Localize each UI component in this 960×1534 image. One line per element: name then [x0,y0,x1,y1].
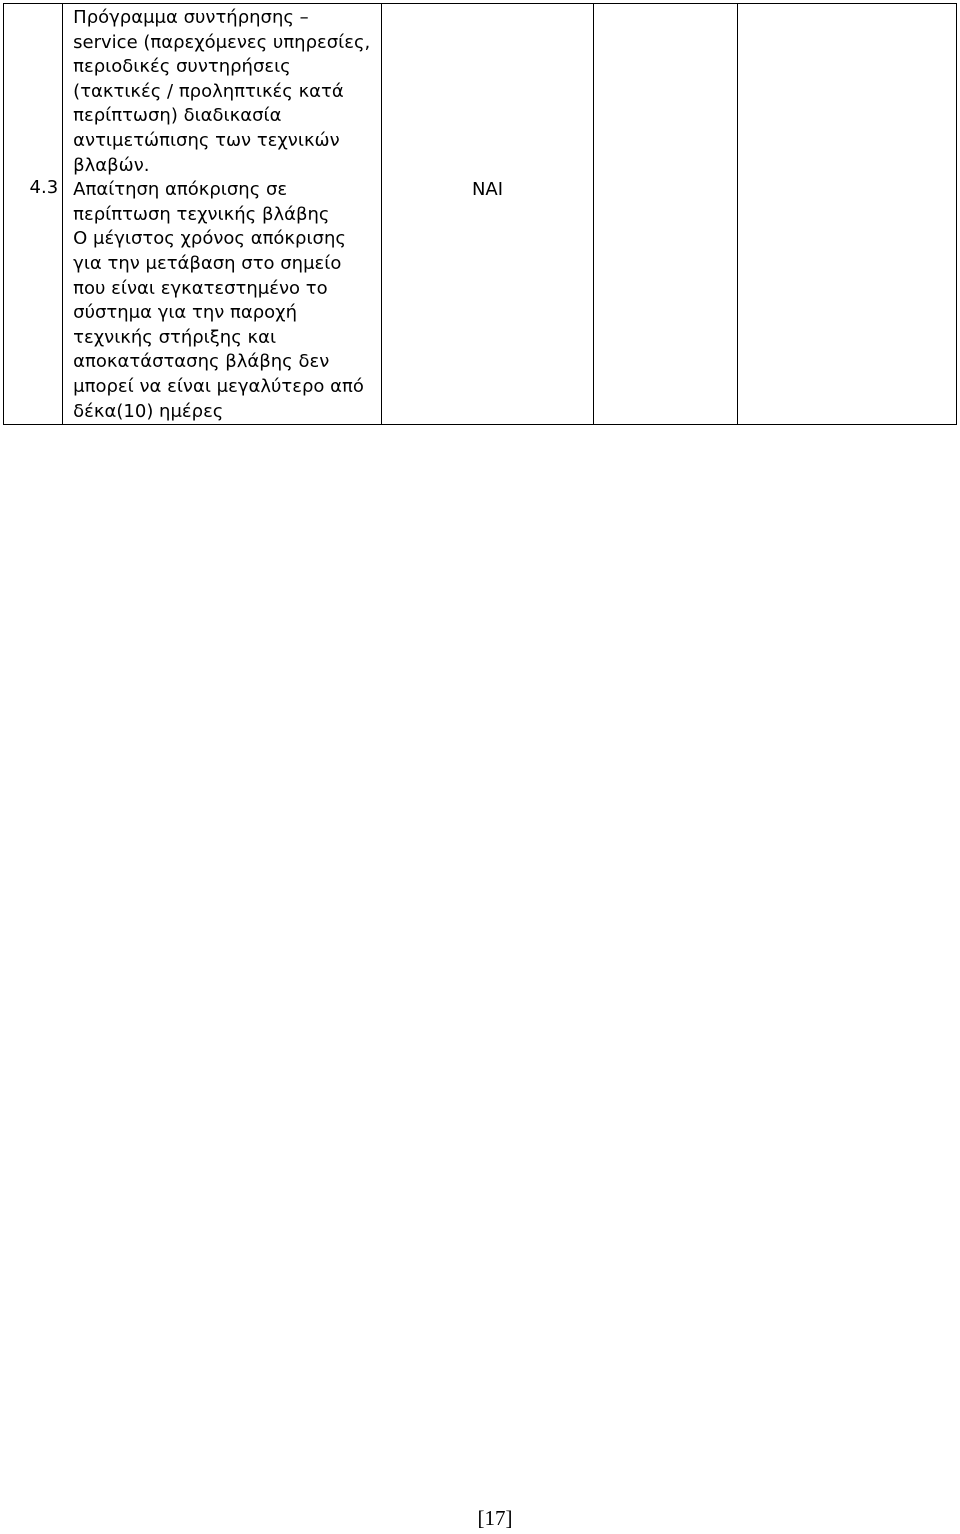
item-description [73,178,377,424]
description-line: περίπτωση) διαδικασία [73,105,282,127]
requirement-answer-cell [382,4,594,425]
description-line: Ο μέγιστος χρόνος απόκρισης [73,228,346,250]
item-number: 4.3 [29,177,59,198]
description-line: αντιμετώπισης των τεχνικών [73,129,340,151]
description-line: Πρόγραμμα συντήρησης – [73,7,309,28]
item-number-cell [4,4,63,425]
description-line: σύστημα για την παροχή [73,302,297,324]
description-line: για την μετάβαση στο σημείο [73,252,342,274]
page-number: [17] [477,1506,513,1530]
description-line: βλαβών. [73,154,150,176]
requirement-answer: ΝΑΙ [471,179,504,200]
description-line: (τακτικές / προληπτικές κατά [73,80,344,102]
reference-cell [738,4,957,425]
description-line: που είναι εγκατεστημένο το [73,277,328,299]
description-line: αποκατάστασης βλάβης δεν [73,351,330,373]
description-line: service (παρεχόμενες υπηρεσίες, [73,31,371,53]
description-line: δέκα(10) ημέρες [73,400,224,422]
item-description-cell [63,4,382,425]
table-row [4,4,957,425]
description-line: μπορεί να είναι μεγαλύτερο από [73,375,364,397]
description-line: περίπτωση τεχνικής βλάβης [73,203,330,225]
description-line: περιοδικές συντηρήσεις [73,56,291,78]
description-line: τεχνικής στήριξης και [73,326,277,348]
description-line: Απαίτηση απόκρισης σε [73,179,288,201]
answer-cell [593,4,737,425]
continued-description [73,6,377,178]
specification-table [3,3,957,425]
